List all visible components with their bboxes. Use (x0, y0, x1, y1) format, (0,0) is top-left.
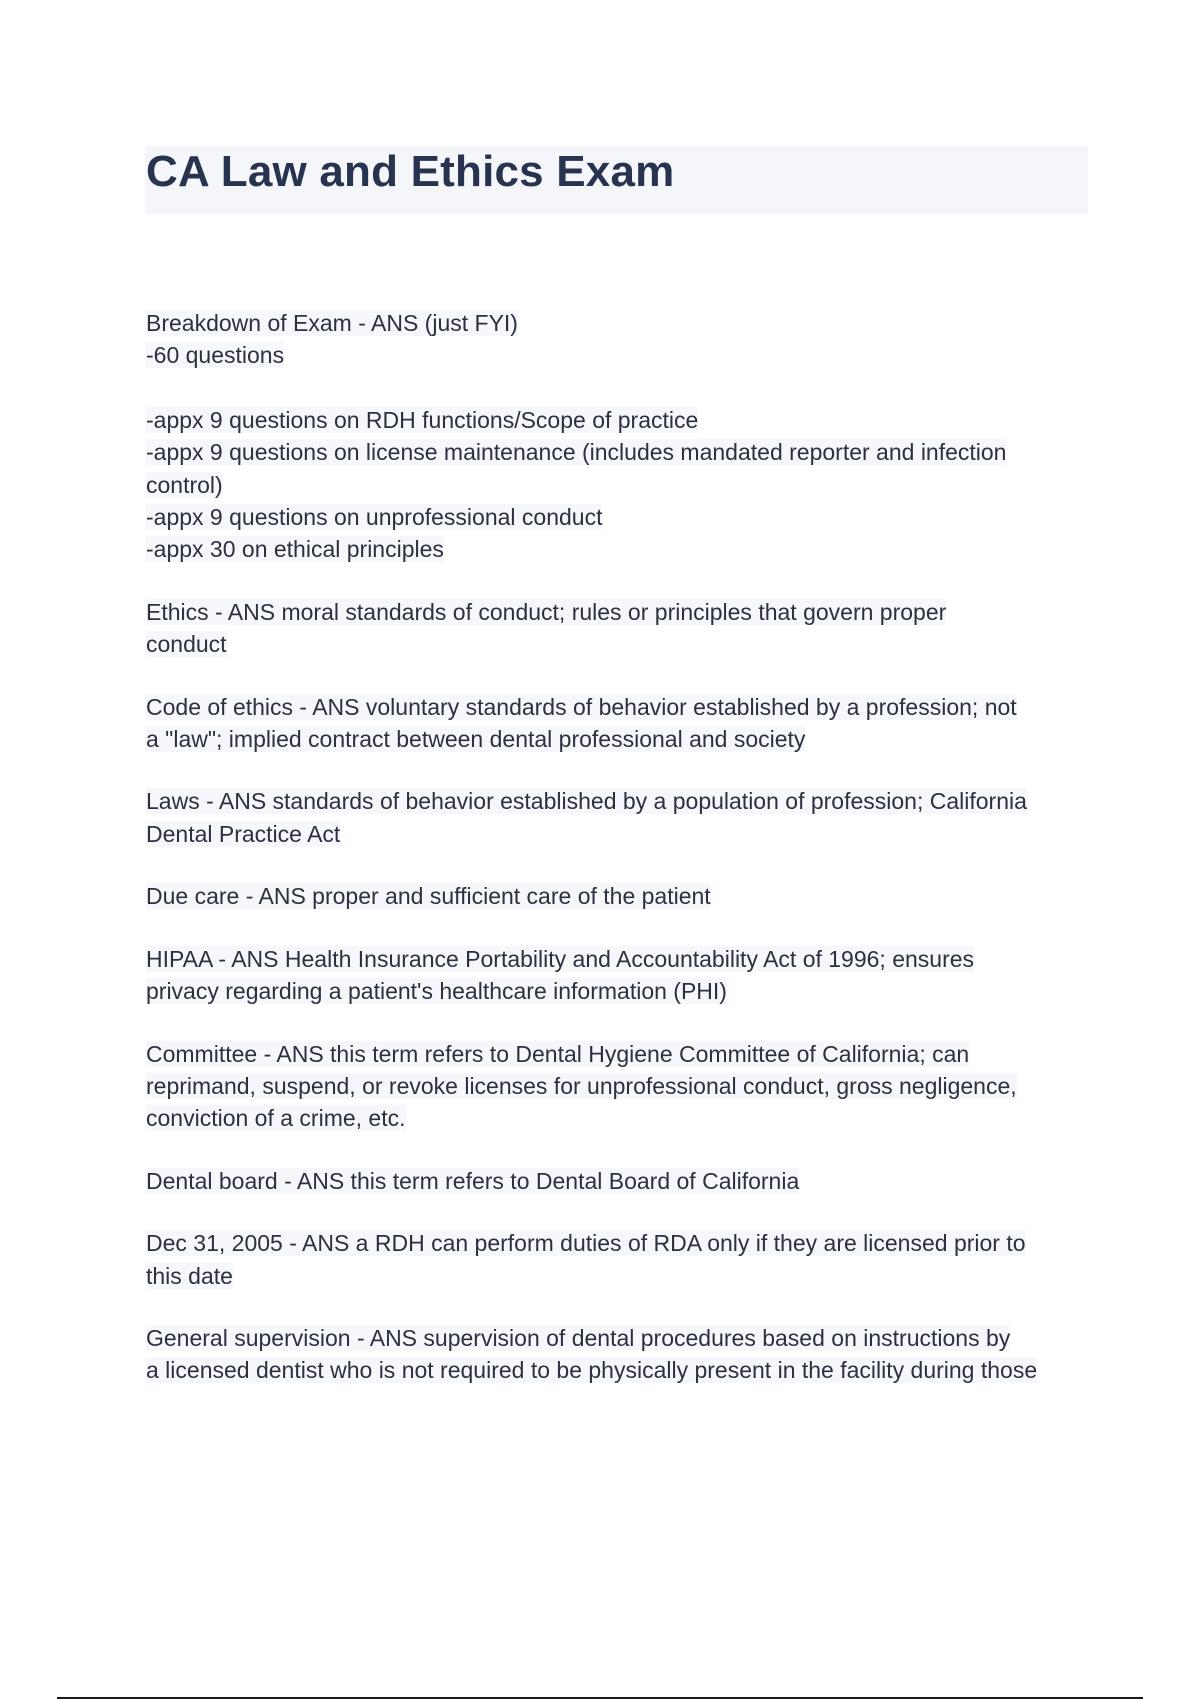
document-body (146, 307, 1096, 1417)
entry-line: control) (146, 471, 223, 498)
entry-line: Laws - ANS standards of behavior established by a population of profession; California (146, 788, 1027, 815)
entry-line: HIPAA - ANS Health Insurance Portability and Accountability Act of 1996; ensures (146, 945, 975, 972)
qa-entry (146, 943, 1096, 1008)
qa-entry (146, 691, 1096, 756)
qa-entry (146, 1227, 1096, 1292)
entry-line: General supervision - ANS supervision of dental procedures based on instructions by (146, 1324, 1011, 1351)
entry-line: Code of ethics - ANS voluntary standards of behavior established by a profession; not (146, 693, 1017, 720)
entry-line: -appx 9 questions on license maintenance (includes mandated reporter and infection (146, 439, 1007, 466)
entry-line: Due care - ANS proper and sufficient care of the patient (146, 883, 711, 910)
qa-entry (146, 404, 1096, 566)
qa-entry (146, 880, 1096, 912)
entry-line: privacy regarding a patient's healthcare information (PHI) (146, 978, 727, 1005)
entry-line: conduct (146, 631, 227, 658)
entry-line: this date (146, 1262, 233, 1289)
qa-entry (146, 307, 1096, 372)
entry-line: Committee - ANS this term refers to Dental Hygiene Committee of California; can (146, 1040, 970, 1067)
qa-entry (146, 1322, 1096, 1387)
entry-line: Dec 31, 2005 - ANS a RDH can perform duties of RDA only if they are licensed prior to (146, 1230, 1026, 1257)
entry-line: -appx 30 on ethical principles (146, 536, 444, 563)
qa-entry (146, 785, 1096, 850)
entry-line: Ethics - ANS moral standards of conduct; rules or principles that govern proper (146, 598, 947, 625)
entry-line: -60 questions (146, 342, 285, 369)
entry-line: -appx 9 questions on unprofessional conduct (146, 504, 603, 531)
qa-entry (146, 1038, 1096, 1135)
page-title: CA Law and Ethics Exam (146, 147, 675, 196)
entry-line: conviction of a crime, etc. (146, 1105, 406, 1132)
entry-line: Dental Practice Act (146, 820, 341, 847)
qa-entry (146, 596, 1096, 661)
entry-line: Dental board - ANS this term refers to Dental Board of California (146, 1167, 800, 1194)
footer-divider (57, 1697, 1143, 1699)
qa-entry (146, 1165, 1096, 1197)
entry-line: reprimand, suspend, or revoke licenses for unprofessional conduct, gross negligence, (146, 1072, 1017, 1099)
entry-line: Breakdown of Exam - ANS (just FYI) (146, 310, 518, 336)
entry-line: -appx 9 questions on RDH functions/Scope of practice (146, 406, 699, 433)
entry-line: a "law"; implied contract between dental professional and society (146, 726, 806, 753)
entry-line: a licensed dentist who is not required to be physically present in the facility during those (146, 1357, 1038, 1384)
